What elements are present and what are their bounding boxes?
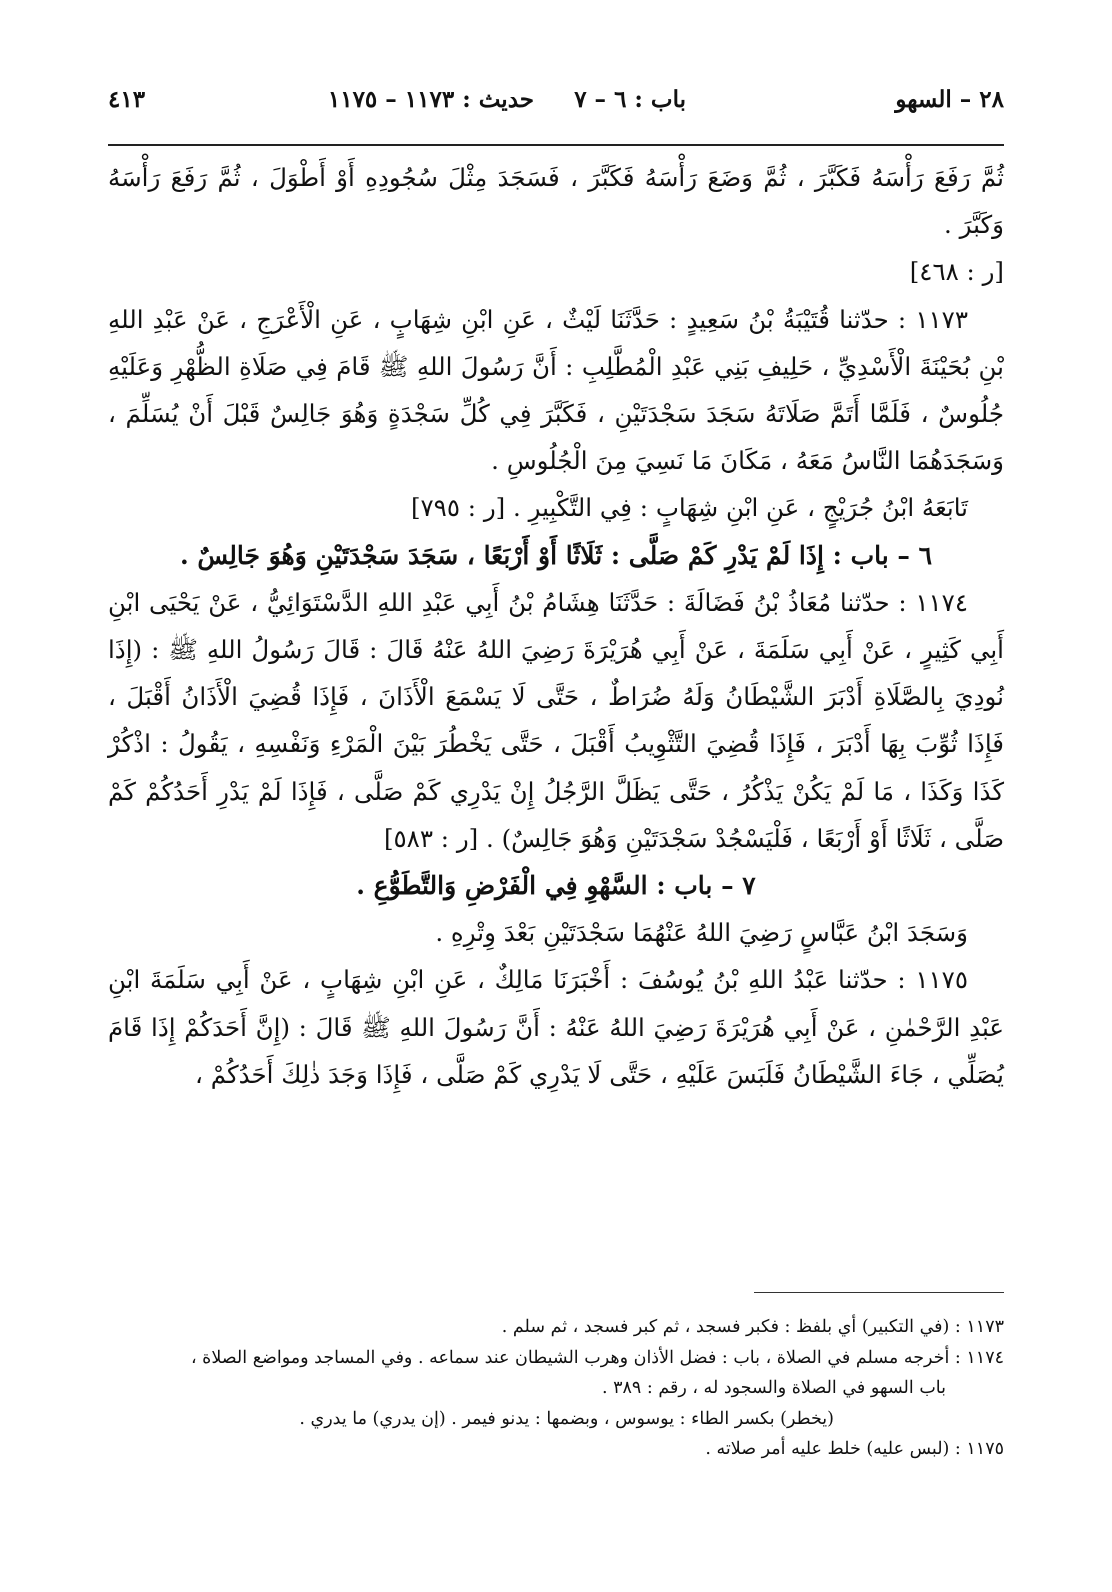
tabi-note: تَابَعَهُ ابْنُ جُرَيْجٍ ، عَنِ ابْنِ شِهَابٍ : فِي التَّكْبِيرِ . [ر : ٧٩٥]: [410, 493, 968, 523]
footnote-1173: ١١٧٣ : (في التكبير) أي بلفظ : فكبر فسجد ، ثم كبر فسجد ، ثم سلم .: [501, 1317, 1004, 1337]
ibn-abbas-note: وَسَجَدَ ابْنُ عَبَّاسٍ رَضِيَ اللهُ عَنْهُمَا سَجْدَتَيْنِ بَعْدَ وِتْرِهِ .: [435, 918, 968, 948]
hadith-1174: ١١٧٤ : حدّثنا مُعَاذُ بْنُ فَضَالَةَ : حَدَّثَنَا هِشَامُ بْنُ أَبِي عَبْدِ اللهِ الدَّسْتَوَائِيُّ ، عَنْ يَحْيَى ابْنِ أَبِي كَثِيرٍ ، عَنْ أَبِي سَلَمَةَ ، عَنْ أَبِي هُرَيْرَةَ رَضِيَ اللهُ عَنْهُ قَالَ : قَالَ رَسُولُ اللهِ ﷺ : (إِذَا نُودِيَ بِالصَّلَاةِ أَدْبَرَ الشَّيْطَانُ وَلَهُ ضُرَاطٌ ، حَتَّى لَا يَسْمَعَ الْأَذَانَ ، فَإِذَا قُضِيَ الْأَذَانُ أَقْبَلَ ، فَإِذَا ثُوِّبَ بِهَا أَدْبَرَ ، فَإِذَا قُضِيَ التَّثْوِيبُ أَقْبَلَ ، حَتَّى يَخْطُرَ بَيْنَ الْمَرْءِ وَنَفْسِهِ ، يَقُولُ : اذْكُرْ كَذَا وَكَذَا ، مَا لَمْ يَكُنْ يَذْكُرُ ، حَتَّى يَظَلَّ الرَّجُلُ إِنْ يَدْرِي كَمْ صَلَّى ، فَإِذَا لَمْ يَدْرِ أَحَدُكُمْ كَمْ صَلَّى ، ثَلَاثًا أَوْ أَرْبَعًا ، فَلْيَسْجُدْ سَجْدَتَيْنِ وَهُوَ جَالِسٌ) . [ر : ٥٨٣]: [108, 587, 1004, 853]
footnote-rule: [754, 1292, 1004, 1293]
bab-range: باب : ٦ – ٧: [574, 86, 686, 113]
chapter-title: ٢٨ – السهو: [895, 86, 1004, 113]
footnote-1174: ١١٧٤ : أخرجه مسلم في الصلاة ، باب : فضل الأذان وهرب الشيطان عند سماعه . وفي المساجد ومواضع الصلاة ،: [190, 1347, 1004, 1368]
hadith-1175: ١١٧٥ : حدّثنا عَبْدُ اللهِ بْنُ يُوسُفَ : أَخْبَرَنَا مَالِكٌ ، عَنِ ابْنِ شِهَابٍ ، عَنْ أَبِي سَلَمَةَ ابْنِ عَبْدِ الرَّحْمٰنِ ، عَنْ أَبِي هُرَيْرَةَ رَضِيَ اللهُ عَنْهُ : أَنَّ رَسُولَ اللهِ ﷺ قَالَ : (إِنَّ أَحَدَكُمْ إِذَا قَامَ يُصَلِّي ، جَاءَ الشَّيْطَانُ فَلَبَسَ عَلَيْهِ ، حَتَّى لَا يَدْرِي كَمْ صَلَّى ، فَإِذَا وَجَدَ ذٰلِكَ أَحَدُكُمْ ،: [108, 965, 1004, 1089]
reference: [ر : ٤٦٨]: [909, 257, 1004, 287]
running-header: [108, 82, 1004, 122]
header-rule: [108, 144, 1004, 146]
continuation-paragraph: ثُمَّ رَفَعَ رَأْسَهُ فَكَبَّرَ ، ثُمَّ وَضَعَ رَأْسَهُ فَكَبَّرَ ، فَسَجَدَ مِثْلَ سُجُودِهِ أَوْ أَطْوَلَ ، ثُمَّ رَفَعَ رَأْسَهُ وَكَبَّرَ .: [108, 163, 1004, 240]
footnotes: [108, 1312, 1004, 1465]
footnote-1175: ١١٧٥ : (لبس عليه) خلط عليه أمر صلاته .: [705, 1439, 1004, 1459]
main-text: [108, 154, 1004, 1098]
bab-7-heading: ٧ – باب : السَّهْوِ فِي الْفَرْضِ وَالتَّطَوُّعِ .: [356, 871, 756, 901]
hadith-1173: ١١٧٣ : حدّثنا قُتَيْبَةُ بْنُ سَعِيدٍ : حَدَّثَنَا لَيْثٌ ، عَنِ ابْنِ شِهَابٍ ، عَنِ الْأَعْرَجِ ، عَنْ عَبْدِ اللهِ بْنِ بُحَيْنَةَ الْأَسْدِيِّ ، حَلِيفِ بَنِي عَبْدِ الْمُطَّلِبِ : أَنَّ رَسُولَ اللهِ ﷺ قَامَ فِي صَلَاةِ الظُّهْرِ وَعَلَيْهِ جُلُوسٌ ، فَلَمَّا أَتَمَّ صَلَاتَهُ سَجَدَ سَجْدَتَيْنِ ، فَكَبَّرَ فِي كُلِّ سَجْدَةٍ وَهُوَ جَالِسٌ قَبْلَ أَنْ يُسَلِّمَ ، وَسَجَدَهُمَا النَّاسُ مَعَهُ ، مَكَانَ مَا نَسِيَ مِنَ الْجُلُوسِ .: [108, 304, 1004, 476]
footnote-1174-gloss: (يخطر) بكسر الطاء : يوسوس ، وبضمها : يدنو فيمر . (إن يدري) ما يدري .: [299, 1408, 834, 1429]
page-number: ٤١٣: [108, 86, 146, 113]
footnote-1174-continued: باب السهو في الصلاة والسجود له ، رقم : ٣٨٩ .: [601, 1378, 946, 1398]
bab-6-heading: ٦ – باب : إِذَا لَمْ يَدْرِ كَمْ صَلَّى : ثَلَاثًا أَوْ أَرْبَعًا ، سَجَدَ سَجْدَتَيْنِ وَهُوَ جَالِسٌ .: [179, 540, 933, 570]
hadith-range: حديث : ١١٧٣ – ١١٧٥: [327, 86, 534, 113]
